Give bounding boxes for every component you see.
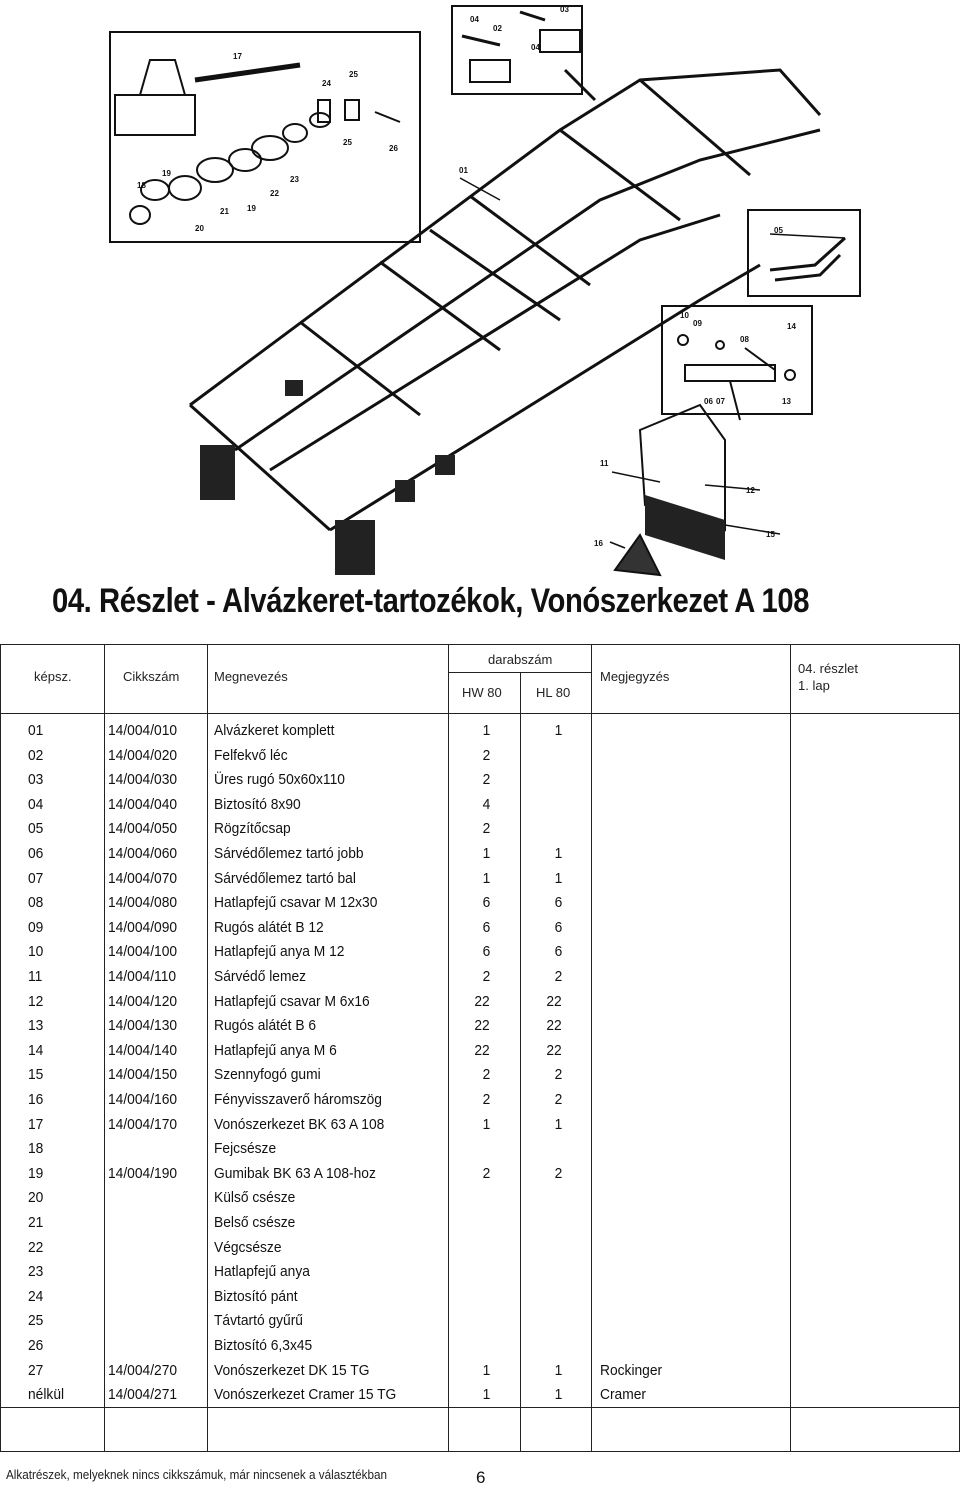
parts-table (0, 644, 960, 1452)
cell-kepsz: 17 (28, 1115, 44, 1133)
cell-megnevezes: Gumibak BK 63 A 108-hoz (214, 1164, 376, 1182)
cell-kepsz: 10 (28, 943, 44, 961)
cell-cikkszam: 14/004/130 (108, 1017, 178, 1035)
cell-hw: 2 (482, 746, 490, 764)
callout-19: 19 (162, 169, 171, 178)
cell-cikkszam: 14/004/271 (108, 1386, 178, 1404)
table-header-rule (0, 713, 960, 714)
cell-megnevezes: Sárvédőlemez tartó jobb (214, 845, 364, 862)
callout-26: 26 (389, 144, 398, 153)
cell-hw: 1 (482, 722, 490, 739)
cell-megnevezes: Hatlapfejű csavar M 6x16 (214, 992, 370, 1010)
cell-megnevezes: Végcsésze (214, 1238, 282, 1256)
cell-kepsz: 15 (28, 1066, 44, 1084)
callout-11: 11 (600, 459, 609, 468)
cell-kepsz: 07 (28, 869, 44, 887)
cell-hw: 4 (482, 795, 490, 813)
cell-hw: 1 (482, 1386, 490, 1404)
cell-hw: 6 (482, 918, 490, 936)
col-rule (0, 644, 1, 1452)
tow-coupling-parts (115, 60, 400, 224)
inset-locking-pin (748, 210, 860, 296)
cell-kepsz: 23 (28, 1263, 44, 1281)
cell-megnevezes: Vonószerkezet Cramer 15 TG (214, 1386, 397, 1404)
cell-megnevezes: Fejcsésze (214, 1140, 277, 1158)
cell-hw: 2 (482, 968, 490, 985)
cell-kepsz: 16 (28, 1091, 44, 1108)
cell-megnevezes: Rugós alátét B 6 (214, 1017, 317, 1035)
cell-megnevezes: Hatlapfejű anya M 12 (214, 943, 345, 961)
header-megjegyzes: Megjegyzés (600, 669, 670, 684)
header-darabszam: darabszám (488, 652, 553, 667)
col-rule (520, 673, 521, 1452)
callout-22: 22 (270, 189, 279, 198)
cell-hl: 1 (554, 1386, 562, 1404)
cell-cikkszam: 14/004/050 (108, 820, 178, 838)
callout-12: 12 (746, 486, 755, 495)
cell-hw: 6 (482, 943, 490, 961)
cell-kepsz: 09 (28, 918, 44, 936)
cell-megnevezes: Vonószerkezet DK 15 TG (214, 1361, 370, 1379)
callout-10: 10 (680, 311, 689, 320)
header-megnevezes: Megnevezés (214, 669, 288, 684)
callout-19: 19 (247, 204, 256, 213)
cell-kepsz: 25 (28, 1312, 44, 1330)
cell-hw: 6 (482, 894, 490, 912)
cell-hw: 22 (474, 1041, 490, 1059)
callout-14: 14 (787, 322, 796, 331)
cell-megnevezes: Felfekvő léc (214, 746, 288, 764)
header-hl80: HL 80 (536, 685, 571, 700)
cell-cikkszam: 14/004/190 (108, 1164, 178, 1182)
cell-hw: 1 (482, 1115, 490, 1133)
table-last-row-rule (0, 1407, 960, 1408)
callout-09: 09 (693, 319, 702, 328)
cell-megnevezes: Biztosító 8x90 (214, 795, 301, 813)
cell-cikkszam: 14/004/140 (108, 1041, 178, 1059)
cell-kepsz: 01 (28, 722, 44, 739)
cell-cikkszam: 14/004/270 (108, 1361, 178, 1379)
cell-kepsz: 08 (28, 894, 44, 912)
cell-cikkszam: 14/004/010 (108, 722, 178, 739)
cell-megnevezes: Hatlapfejű anya M 6 (214, 1041, 337, 1059)
cell-megnevezes: Biztosító pánt (214, 1287, 298, 1305)
cell-megnevezes: Üres rugó 50x60x110 (214, 771, 345, 789)
cell-megnevezes: Alvázkeret komplett (214, 722, 335, 739)
cell-megnevezes: Külső csésze (214, 1189, 296, 1207)
cell-hw: 1 (482, 845, 490, 862)
cell-kepsz: 12 (28, 992, 44, 1010)
cell-cikkszam: 14/004/110 (108, 968, 177, 985)
callout-labels (137, 5, 796, 548)
cell-hl: 1 (554, 845, 562, 862)
callout-07: 07 (716, 397, 725, 406)
callout-25: 25 (343, 138, 352, 147)
cell-hw: 2 (482, 820, 490, 838)
cell-hl: 6 (554, 943, 562, 961)
header-kepsz: képsz. (34, 669, 72, 684)
cell-megnevezes: Rögzítőcsap (214, 820, 291, 838)
callout-21: 21 (220, 207, 229, 216)
callout-18: 18 (137, 181, 146, 190)
cell-megjegyzes: Rockinger (600, 1361, 663, 1379)
cell-hl: 6 (554, 918, 562, 936)
header-cikkszam: Cikkszám (123, 669, 180, 684)
cell-hw: 2 (482, 1164, 490, 1182)
col-rule (591, 644, 592, 1452)
cell-megjegyzes: Cramer (600, 1386, 647, 1404)
cell-megnevezes: Szennyfogó gumi (214, 1066, 321, 1084)
footer-note: Alkatrészek, melyeknek nincs cikkszámuk, már nincsenek a választékban (6, 1467, 388, 1482)
cell-hl: 22 (546, 1017, 562, 1035)
cell-megnevezes: Vonószerkezet BK 63 A 108 (214, 1115, 385, 1133)
header-hw80: HW 80 (462, 685, 502, 700)
callout-16: 16 (594, 539, 603, 548)
cell-megnevezes: Rugós alátét B 12 (214, 918, 324, 936)
cell-cikkszam: 14/004/150 (108, 1066, 178, 1084)
table-top-rule (0, 644, 960, 645)
cell-kepsz: 04 (28, 795, 44, 813)
header-reszlet: 04. részlet (798, 661, 858, 676)
col-rule (104, 644, 105, 1452)
reflector-triangle (615, 535, 660, 575)
cell-kepsz: 27 (28, 1361, 44, 1379)
callout-25: 25 (349, 70, 358, 79)
cell-kepsz: 20 (28, 1189, 44, 1207)
cell-kepsz: 02 (28, 746, 44, 764)
callout-02: 02 (493, 24, 502, 33)
callout-17: 17 (233, 52, 242, 61)
callout-04: 04 (470, 15, 479, 24)
spring-parts (462, 12, 580, 82)
cell-hl: 1 (554, 722, 562, 739)
cell-hl: 1 (554, 1115, 562, 1133)
cell-kepsz: 18 (28, 1140, 44, 1158)
cell-hl: 1 (554, 869, 562, 887)
cell-megnevezes: Távtartó gyűrű (214, 1312, 303, 1330)
callout-08: 08 (740, 335, 749, 344)
cell-cikkszam: 14/004/020 (108, 746, 178, 764)
cell-hw: 1 (482, 1361, 490, 1379)
cell-cikkszam: 14/004/040 (108, 795, 178, 813)
cell-kepsz: 11 (28, 968, 43, 985)
callout-01: 01 (459, 166, 468, 175)
cell-kepsz: 05 (28, 820, 44, 838)
callout-24: 24 (322, 79, 331, 88)
callout-20: 20 (195, 224, 204, 233)
cell-cikkszam: 14/004/030 (108, 771, 178, 789)
col-rule (448, 644, 449, 1452)
cell-hl: 6 (554, 894, 562, 912)
cell-kepsz: 13 (28, 1017, 44, 1035)
cell-cikkszam: 14/004/160 (108, 1091, 178, 1108)
cell-hw: 22 (474, 992, 490, 1010)
cell-megnevezes: Sárvédőlemez tartó bal (214, 869, 356, 887)
cell-hw: 2 (482, 1091, 490, 1108)
cell-cikkszam: 14/004/100 (108, 943, 178, 961)
cell-cikkszam: 14/004/070 (108, 869, 178, 887)
cell-hl: 2 (554, 968, 562, 985)
callout-15: 15 (766, 530, 775, 539)
cell-megnevezes: Belső csésze (214, 1214, 296, 1231)
cell-cikkszam: 14/004/170 (108, 1115, 178, 1133)
callout-23: 23 (290, 175, 299, 184)
cell-hl: 2 (554, 1164, 562, 1182)
col-rule (790, 644, 791, 1452)
chassis-exploded-drawing (0, 0, 960, 590)
cell-megnevezes: Hatlapfejű csavar M 12x30 (214, 894, 378, 912)
cell-hl: 22 (546, 1041, 562, 1059)
callout-13: 13 (782, 397, 791, 406)
cell-kepsz: 06 (28, 845, 44, 862)
cell-megnevezes: Biztosító 6,3x45 (214, 1337, 313, 1354)
cell-megnevezes: Fényvisszaverő háromszög (214, 1091, 382, 1108)
callout-06: 06 (704, 397, 713, 406)
cell-hl: 22 (546, 992, 562, 1010)
col-rule (207, 644, 208, 1452)
cell-hw: 22 (474, 1017, 490, 1035)
cell-kepsz: 03 (28, 771, 44, 789)
callout-03: 03 (560, 5, 569, 14)
cell-cikkszam: 14/004/060 (108, 845, 178, 862)
locking-pin (770, 238, 845, 280)
cell-megnevezes: Sárvédő lemez (214, 968, 307, 985)
table-bottom-rule (0, 1451, 960, 1452)
cell-hl: 2 (554, 1066, 562, 1084)
cell-kepsz: 26 (28, 1337, 44, 1354)
callout-05: 05 (774, 226, 783, 235)
header-lap: 1. lap (798, 678, 830, 693)
page-title: 04. Részlet - Alvázkeret-tartozékok, Vonószerkezet A 108 (52, 582, 810, 620)
cell-kepsz: 14 (28, 1041, 44, 1059)
cell-kepsz: 24 (28, 1287, 44, 1305)
cell-kepsz: 19 (28, 1164, 44, 1182)
cell-hw: 2 (482, 1066, 490, 1084)
cell-megnevezes: Hatlapfejű anya (214, 1263, 310, 1281)
cell-hl: 2 (554, 1091, 562, 1108)
leader-lines (460, 178, 845, 548)
cell-kepsz: 22 (28, 1238, 44, 1256)
callout-04: 04 (531, 43, 540, 52)
arrow-03 (565, 70, 595, 100)
cell-cikkszam: 14/004/120 (108, 992, 178, 1010)
cell-kepsz: 21 (28, 1214, 44, 1231)
cell-cikkszam: 14/004/080 (108, 894, 178, 912)
cell-cikkszam: 14/004/090 (108, 918, 178, 936)
mudguard-plate (640, 405, 725, 560)
cell-hw: 1 (482, 869, 490, 887)
page-number: 6 (476, 1468, 486, 1487)
cell-hw: 2 (482, 771, 490, 789)
cell-hl: 1 (554, 1361, 562, 1379)
cell-kepsz: nélkül (28, 1386, 65, 1404)
